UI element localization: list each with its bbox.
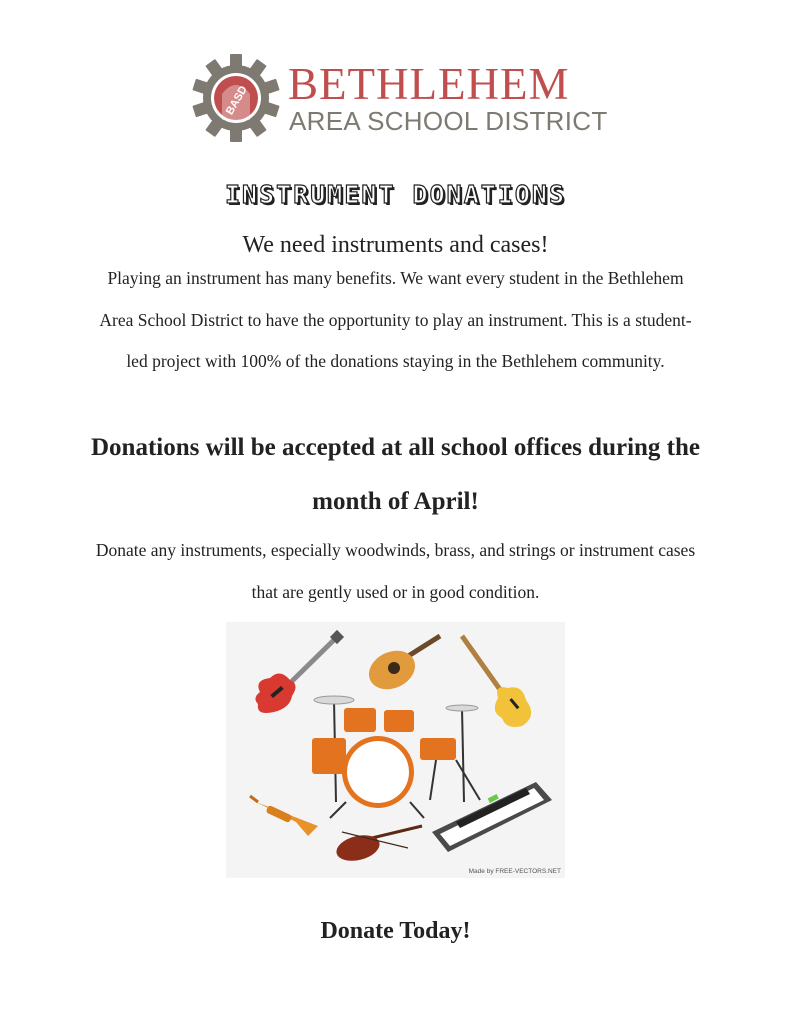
- gear-icon: [192, 54, 280, 142]
- intro-paragraph: Playing an instrument has many benefits. We want every student in the Bethlehem Area School District to have the opportunity to play an instrument. This is a student-led project with 100% of the donations staying in the Bethlehem community.: [99, 268, 692, 371]
- emphasis-paragraph: Donations will be accepted at all school offices during the month of April!: [90, 434, 700, 515]
- district-logo: [192, 54, 608, 142]
- subheading: We need instruments and cases!: [242, 232, 549, 258]
- instruments-illustration: [226, 622, 565, 878]
- page-title: INSTRUMENT DONATIONS: [224, 180, 567, 209]
- acoustic-guitar-icon: [363, 636, 440, 696]
- details-paragraph: Donate any instruments, especially woodwinds, brass, and strings or instrument cases that are gently used or in good condition.: [95, 540, 696, 602]
- violin-icon: [334, 826, 422, 865]
- logo-subtitle: AREA SCHOOL DISTRICT: [289, 106, 608, 136]
- image-credit: Made by FREE-VECTORS.NET: [468, 868, 561, 875]
- call-to-action: Donate Today!: [320, 918, 471, 944]
- bass-guitar-icon: [462, 636, 531, 727]
- drum-kit-icon: [312, 696, 480, 818]
- logo-badge-text: BASD: [223, 84, 250, 117]
- trumpet-icon: [250, 796, 318, 836]
- keyboard-icon: [432, 782, 552, 852]
- logo-title: BETHLEHEM: [288, 59, 570, 109]
